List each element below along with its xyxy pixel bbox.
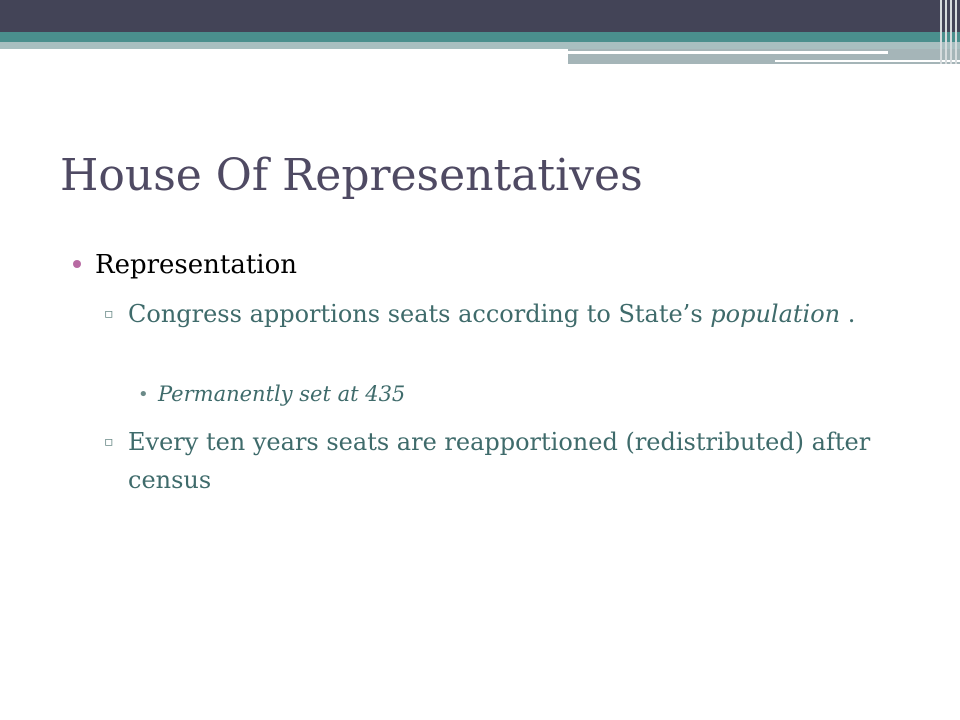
sub-bullet-1-italic: population: [710, 300, 841, 328]
sub-sub-bullet: [138, 382, 406, 406]
bullet-dot-icon: [73, 260, 81, 268]
sub-bullet-2-text: Every ten years seats are reapportioned (redistributed) after census: [128, 428, 871, 494]
sub-sub-bullet-text: Permanently set at 435: [158, 382, 406, 406]
square-bullet-icon: ▫: [104, 306, 114, 322]
square-bullet-icon: ▫: [104, 434, 114, 450]
diamond-bullet-icon: •: [138, 384, 149, 405]
sub-bullet-1-main: Congress apportions seats according to State’s: [128, 300, 703, 328]
slide-title: House Of Representatives: [60, 150, 643, 201]
bullet-item: [73, 250, 297, 280]
sub-bullet-1-suffix: .: [840, 300, 856, 328]
bullet-text: Representation: [95, 250, 298, 280]
sub-bullet-2: [104, 423, 888, 499]
sub-bullet-1: [104, 295, 888, 333]
sub-bullet-1-text: [128, 295, 888, 333]
